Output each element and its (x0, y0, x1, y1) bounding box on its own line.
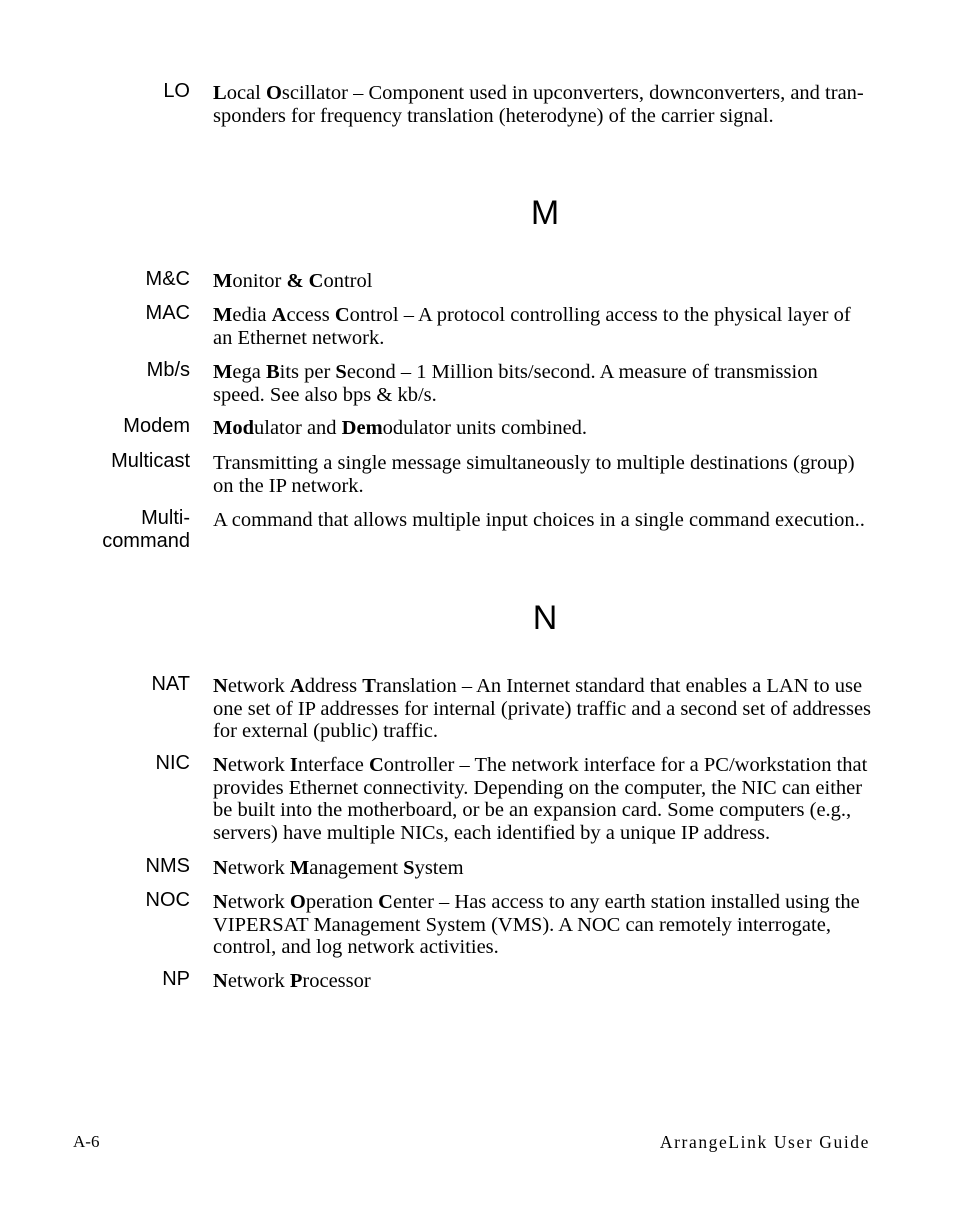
definition-bold-fragment: C (378, 891, 393, 913)
definition-bold-fragment: C (308, 270, 324, 292)
definition-bold-fragment: I (289, 754, 298, 776)
definition-text-fragment: scillator – Component used in upconverters, downconverters, and tran- sponders for frequency translation (heterodyne) of the carrier signal. (213, 82, 864, 127)
definition-bold-fragment: O (289, 891, 306, 913)
glossary-term: NMS (145, 855, 190, 877)
glossary-definition (213, 417, 879, 440)
definition-bold-fragment: A (271, 304, 287, 326)
glossary-term: Multicast (111, 450, 190, 472)
glossary-term: Multi- command (102, 507, 190, 552)
definition-text-fragment: ega (232, 361, 266, 383)
definition-text-fragment: its per (279, 361, 336, 383)
glossary-term: Modem (123, 415, 190, 437)
glossary-definition (213, 857, 879, 880)
definition-text-fragment: enter – Has access to any earth station installed using the VIPERSAT Management System (VMS). A NOC can remotely interrogate, control, and log network activities. (213, 891, 860, 959)
definition-bold-fragment: N (213, 970, 228, 992)
definition-text-fragment: rocessor (302, 970, 371, 992)
glossary-term: NAT (151, 673, 190, 695)
definition-bold-fragment: N (213, 891, 228, 913)
definition-text-fragment: etwork (227, 754, 290, 776)
definition-text-fragment: ontrol (323, 270, 373, 292)
definition-bold-fragment: M (213, 304, 233, 326)
definition-text-fragment: ontrol – A protocol controlling access to the physical layer of an Ethernet network. (213, 304, 851, 349)
glossary-definition (213, 970, 879, 993)
definition-bold-fragment: B (265, 361, 280, 383)
glossary-term: NIC (155, 752, 190, 774)
definition-text-fragment: ystem (414, 857, 464, 879)
definition-bold-fragment: Mod (213, 417, 254, 439)
definition-text-fragment: ulator and (254, 417, 342, 439)
definition-bold-fragment: S (335, 361, 347, 383)
glossary-definition (213, 509, 879, 532)
section-heading-m: M (530, 194, 560, 232)
definition-bold-fragment: N (213, 754, 228, 776)
glossary-term: NP (162, 968, 190, 990)
definition-bold-fragment: M (213, 361, 233, 383)
definition-text-fragment: odulator units combined. (382, 417, 588, 439)
definition-text-fragment: etwork (227, 857, 290, 879)
definition-text-fragment: econd – 1 Million bits/second. A measure of transmission speed. See also bps & kb/s. (213, 361, 818, 406)
definition-text-fragment: ontroller – The network interface for a PC/workstation that provides Ethernet connectivity. Depending on the computer, the NIC can either be built into the motherboard, or be an expansion card. Some computers (e.g., servers) have multiple NICs, each identified by a unique IP address. (213, 754, 868, 844)
glossary-term: Mb/s (146, 359, 190, 381)
definition-text-fragment: onitor (232, 270, 287, 292)
glossary-definition (213, 675, 879, 743)
glossary-definition (213, 361, 879, 406)
definition-bold-fragment: M (289, 857, 310, 879)
definition-text-fragment: edia (232, 304, 272, 326)
definition-bold-fragment: M (213, 270, 233, 292)
glossary-definition (213, 304, 879, 349)
definition-text-fragment: etwork (227, 675, 290, 697)
definition-text-fragment: A command that allows multiple input choices in a single command execution.. (213, 509, 865, 531)
definition-bold-fragment: Dem (341, 417, 383, 439)
definition-text-fragment: etwork (227, 970, 290, 992)
definition-bold-fragment: A (289, 675, 305, 697)
glossary-term: LO (163, 80, 190, 102)
definition-text-fragment: ranslation – An Internet standard that enables a LAN to use one set of IP addresses for internal (private) traffic and a second set of addresses for external (public) traffic. (213, 675, 872, 743)
definition-text-fragment: etwork (227, 891, 290, 913)
glossary-definition (213, 891, 879, 959)
definition-text-fragment: anagement (309, 857, 404, 879)
guide-title: ArrangeLink User Guide (659, 1132, 870, 1152)
definition-bold-fragment: & (286, 270, 304, 292)
definition-bold-fragment: C (334, 304, 350, 326)
definition-bold-fragment: O (265, 82, 282, 104)
glossary-definition (213, 82, 879, 127)
definition-bold-fragment: L (213, 82, 227, 104)
page-number: A-6 (73, 1132, 100, 1151)
definition-bold-fragment: S (403, 857, 415, 879)
glossary-definition (213, 270, 879, 293)
definition-bold-fragment: N (213, 675, 228, 697)
glossary-term: MAC (145, 302, 190, 324)
definition-bold-fragment: C (368, 754, 384, 776)
section-heading-n: N (532, 599, 558, 637)
definition-text-fragment: peration (305, 891, 379, 913)
definition-bold-fragment: N (213, 857, 228, 879)
glossary-term: M&C (145, 268, 190, 290)
definition-text-fragment: Transmitting a single message simultaneously to multiple destinations (group) on the IP network. (213, 452, 855, 497)
definition-text-fragment: ccess (286, 304, 335, 326)
definition-text-fragment: nterface (297, 754, 369, 776)
glossary-definition (213, 754, 879, 844)
definition-bold-fragment: T (362, 675, 376, 697)
definition-text-fragment: ddress (304, 675, 363, 697)
definition-bold-fragment: P (289, 970, 303, 992)
glossary-definition (213, 452, 879, 497)
glossary-term: NOC (145, 889, 190, 911)
definition-text-fragment: ocal (226, 82, 266, 104)
